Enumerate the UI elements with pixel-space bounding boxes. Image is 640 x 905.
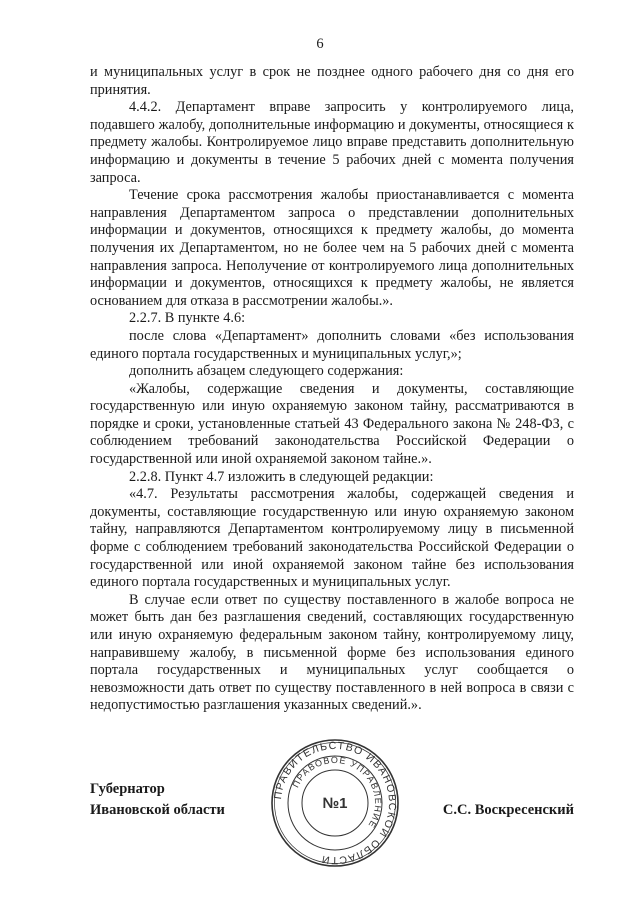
signatory-name: С.С. Воскресенский — [442, 802, 574, 818]
signatory-title — [90, 779, 225, 821]
seal-outer-text: ПРАВИТЕЛЬСТВО ИВАНОВСКОЙ ОБЛАСТИ — [272, 739, 399, 867]
paragraph: 2.2.7. В пункте 4.6: — [129, 310, 246, 327]
paragraph: Течение срока рассмотрения жалобы приостанавливается с момента направления Департаментом запроса о представлении дополнительных информации и документов, относящихся к предмету жалобы, до момента получения их Департаментом, но не более чем на 5 рабочих дней с момента направления запроса. Неполучение от контролируемого лица дополнительных информации и документов, относящихся к предмету жалобы, не является основанием для отказа в рассмотрении жалобы.». — [90, 187, 574, 309]
paragraph: дополнить абзацем следующего содержания: — [129, 363, 404, 380]
paragraph: «4.7. Результаты рассмотрения жалобы, содержащей сведения и документы, составляющие государственную или иную охраняемую законом тайну, направляются Департаментом контролируемому лицу в письменной форме с соблюдением требований законодательства Российской Федерации о государственной или иной охраняемой законом тайне без использования единого портала государственных и муниципальных услуг. — [90, 486, 574, 591]
document-body — [90, 64, 574, 715]
signatory-title-line1: Губернатор — [90, 781, 165, 797]
paragraph: и муниципальных услуг в срок не позднее одного рабочего дня со дня его принятия. — [90, 64, 574, 98]
signatory-title-line2: Ивановской области — [90, 802, 225, 818]
paragraph: 2.2.8. Пункт 4.7 изложить в следующей редакции: — [129, 468, 434, 485]
seal-number: №1 — [322, 795, 348, 812]
paragraph: после слова «Департамент» дополнить словами «без использования единого портала государственных и муниципальных услуг,»; — [90, 327, 574, 362]
paragraph: 4.4.2. Департамент вправе запросить у контролируемого лица, подавшего жалобу, дополнительные информацию и документы, относящиеся к предмету жалобы. Контролируемое лицо вправе представить дополнительную информацию и документы в течение 5 рабочих дней с момента получения запроса. — [90, 99, 574, 186]
paragraph: В случае если ответ по существу поставленного в жалобе вопроса не может быть дан без разглашения сведений, составляющих государственную или иную охраняемую федеральным законом тайну, контролируемому лицу, направившему жалобу, в письменной форме без использования единого портала государственных и муниципальных услуг сообщается о невозможности дать ответ по существу поставленного в ней вопроса в связи с недопустимостью разглашения указанных сведений.». — [90, 591, 574, 714]
paragraph: «Жалобы, содержащие сведения и документы, составляющие государственную или иную охраняемую законом тайну, рассматриваются в порядке и сроки, установленные статьей 43 Федерального закона № 248-ФЗ, с соблюдением требований законодательства Российской Федерации о государственной или иной охраняемой законом тайне.». — [90, 380, 574, 468]
official-seal — [270, 738, 400, 868]
page-number: 6 — [316, 36, 324, 52]
seal-inner-text: ПРАВОВОЕ УПРАВЛЕНИЕ — [290, 754, 384, 831]
